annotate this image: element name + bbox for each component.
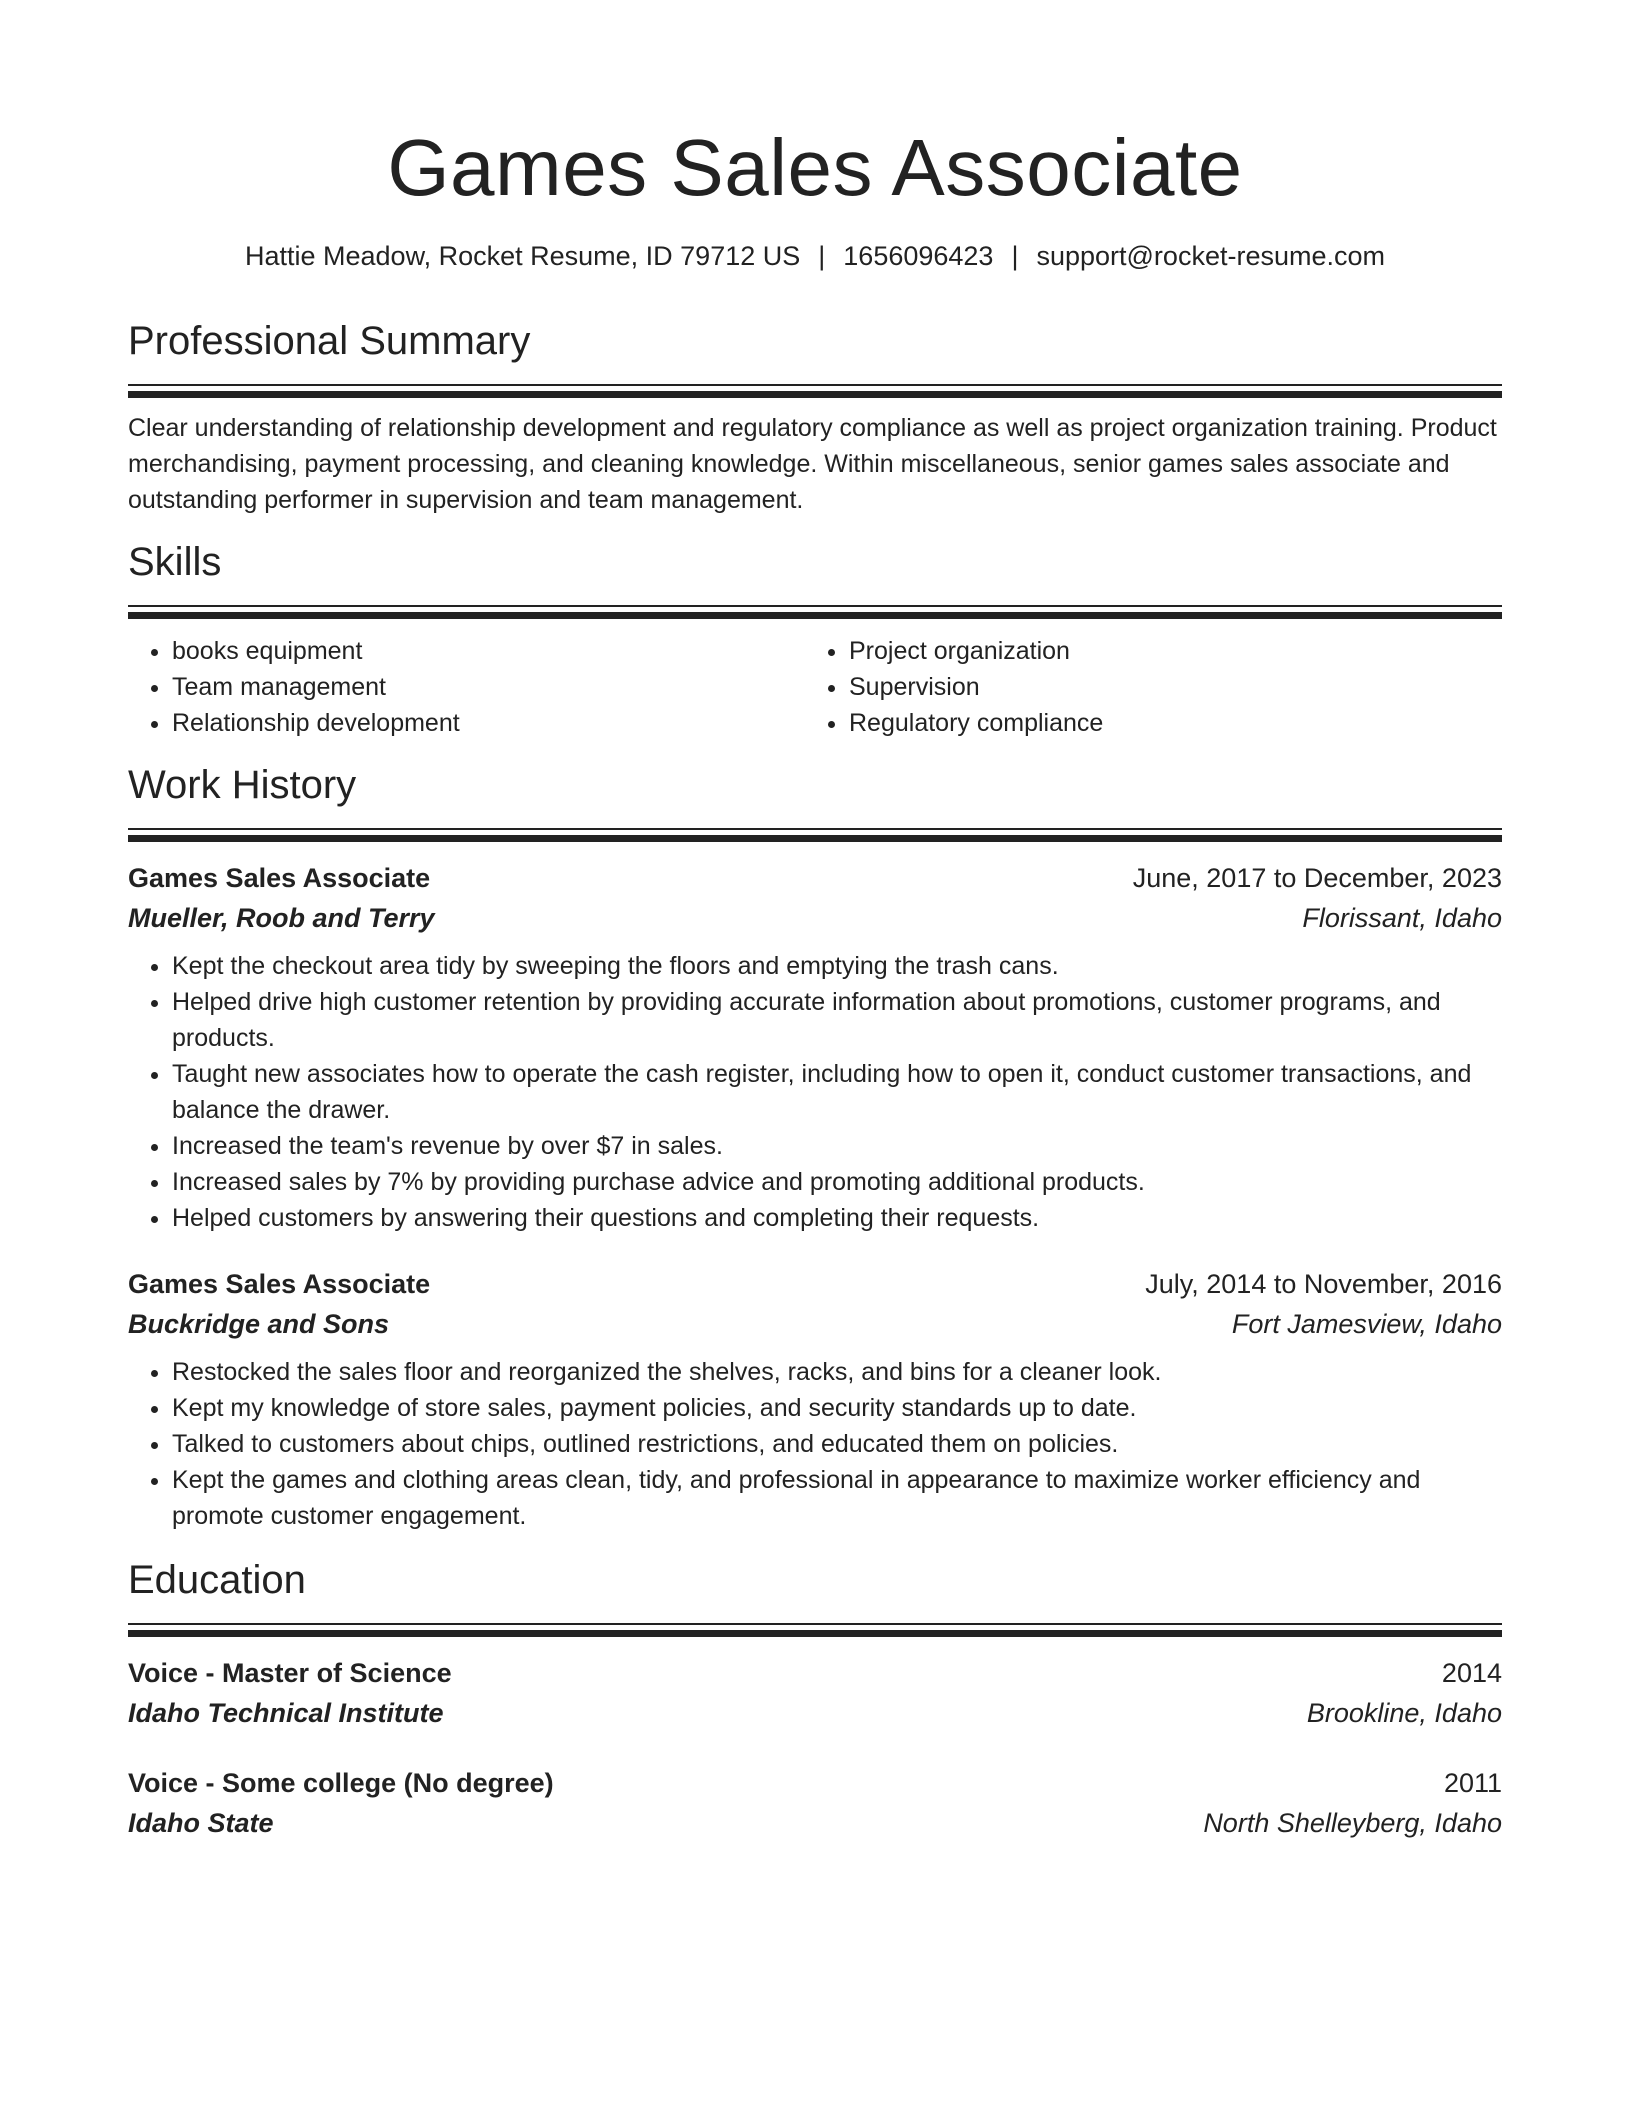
job-bullet: • Kept my knowledge of store sales, payment policies, and security standards up to date. [172, 1390, 1502, 1426]
education-location: Brookline, Idaho [1306, 1698, 1502, 1728]
skills-columns [128, 633, 1502, 741]
job-company: Mueller, Roob and Terry [128, 903, 435, 933]
job-header [128, 858, 1502, 898]
section-divider [128, 384, 1502, 398]
job-bullet: • Increased sales by 7% by providing purchase advice and promoting additional products. [172, 1164, 1502, 1200]
contact-address: Hattie Meadow, Rocket Resume, ID 79712 US [244, 241, 801, 271]
job-entry [128, 1264, 1502, 1534]
skill-item: • Team management [172, 669, 805, 705]
job-bullet: • Increased the team's revenue by over $7 in sales. [172, 1128, 1502, 1164]
section-divider [128, 605, 1502, 619]
job-bullet: • Talked to customers about chips, outlined restrictions, and educated them on policies. [172, 1426, 1502, 1462]
section-divider [128, 1623, 1502, 1637]
job-bullet: • Helped drive high customer retention by providing accurate information about promotions, customer programs, and products. [172, 984, 1502, 1056]
education-entry [128, 1653, 1502, 1733]
education-school: Idaho Technical Institute [128, 1698, 444, 1728]
education-header [128, 1763, 1502, 1803]
education-subheader [128, 1803, 1502, 1843]
summary-heading: Professional Summary [128, 319, 531, 363]
contact-line [128, 238, 1502, 274]
section-divider [128, 828, 1502, 842]
job-header [128, 1264, 1502, 1304]
job-bullet: • Taught new associates how to operate the cash register, including how to open it, conduct customer transactions, and balance the drawer. [172, 1056, 1502, 1128]
summary-text: Clear understanding of relationship development and regulatory compliance as well as project organization training. Product merchandising, payment processing, and cleaning knowledge. Within miscellaneous, senior games sales associate and outstanding performer in supervision and team management. [128, 414, 1497, 514]
job-title: Games Sales Associate [128, 863, 431, 893]
education-entry [128, 1763, 1502, 1843]
job-bullet: • Restocked the sales floor and reorganized the shelves, racks, and bins for a cleaner look. [172, 1354, 1502, 1390]
contact-email: support@rocket-resume.com [1036, 241, 1385, 271]
skill-item: • books equipment [172, 633, 805, 669]
education-subheader [128, 1693, 1502, 1733]
job-bullets [128, 948, 1502, 1236]
education-heading: Education [128, 1558, 306, 1602]
education-school: Idaho State [128, 1808, 274, 1838]
job-company: Buckridge and Sons [128, 1309, 390, 1339]
resume-title: Games Sales Associate [387, 123, 1243, 212]
skill-item: • Project organization [849, 633, 1482, 669]
job-location: Florissant, Idaho [1302, 903, 1502, 933]
education-degree: Voice - Master of Science [128, 1658, 452, 1688]
contact-phone: 1656096423 [843, 241, 994, 271]
job-title: Games Sales Associate [128, 1269, 431, 1299]
job-dates: July, 2014 to November, 2016 [1145, 1269, 1502, 1299]
education-degree: Voice - Some college (No degree) [128, 1768, 554, 1798]
job-entry [128, 858, 1502, 1236]
contact-separator: | [818, 241, 826, 271]
job-subheader [128, 1304, 1502, 1344]
skill-item: • Supervision [849, 669, 1482, 705]
education-location: North Shelleyberg, Idaho [1203, 1808, 1502, 1838]
education-header [128, 1653, 1502, 1693]
education-year: 2014 [1441, 1658, 1502, 1688]
summary-section [128, 316, 1502, 518]
education-year: 2011 [1443, 1768, 1502, 1798]
work-heading: Work History [128, 763, 357, 807]
skills-left-list [128, 633, 805, 741]
job-bullets [128, 1354, 1502, 1534]
skill-item: • Relationship development [172, 705, 805, 741]
contact-separator: | [1011, 241, 1019, 271]
job-location: Fort Jamesview, Idaho [1231, 1309, 1502, 1339]
work-section [128, 760, 1502, 1534]
skill-item: • Regulatory compliance [849, 705, 1482, 741]
job-bullet: • Kept the checkout area tidy by sweeping the floors and emptying the trash cans. [172, 948, 1502, 984]
job-dates: June, 2017 to December, 2023 [1132, 863, 1502, 893]
job-bullet: • Kept the games and clothing areas clean, tidy, and professional in appearance to maximize worker efficiency and promote customer engagement. [172, 1462, 1502, 1534]
skills-section [128, 537, 1502, 741]
skills-heading: Skills [128, 540, 222, 584]
education-section [128, 1555, 1502, 1843]
job-bullet: • Helped customers by answering their questions and completing their requests. [172, 1200, 1502, 1236]
skills-right-list [805, 633, 1482, 741]
job-subheader [128, 898, 1502, 938]
